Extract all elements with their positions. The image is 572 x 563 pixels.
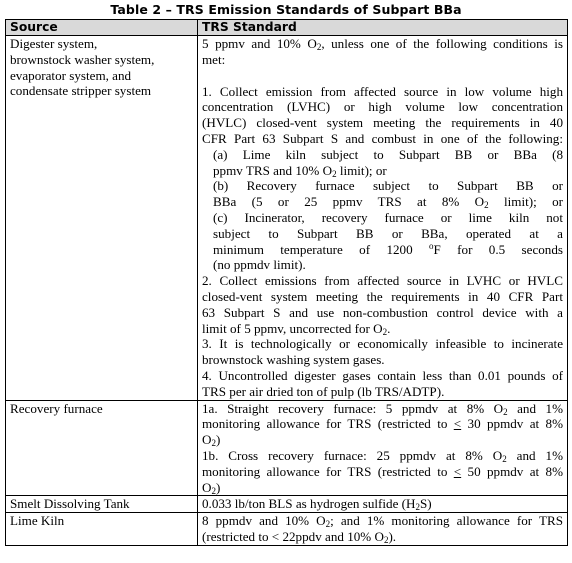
intro-line: 5 ppmv and 10% $O_2$, unless one of the following conditions is — [202, 36, 563, 52]
table-title: Table 2 – TRS Emission Standards of Subpart BBa — [110, 2, 462, 17]
source-cell-recovery-furnace: Recovery furnace — [6, 400, 198, 496]
source-cell-digester: Digester system, brownstock washer system, evaporator system, and condensate stripper system — [6, 36, 198, 401]
standard-1a: 1a. Straight recovery furnace: 5 ppmdv at 8% $O_2$ and 1% — [202, 400, 563, 417]
emission-standards-table — [5, 19, 568, 546]
table-row — [6, 400, 568, 496]
table-row — [6, 36, 568, 401]
standard-cell-smelt-tank: 0.033 lb/ton BLS as hydrogen sulfide $(H_2S)$ — [198, 496, 568, 513]
standard-cell-digester: 5 ppmv and 10% $O_2$, unless one of the following conditions is met: 1. Collect emission from affected source in low volume high concentration (LVHC) or high volume low concentration (HVLC) closed-vent system meeting the requirements in 40 CFR Part 63 Subpart S and combust in one of the following: (a) Lime kiln subject to Subpart BB or BBa (8 ppmv TRS and 10% $O_2$ limit); or (b) Recovery furnace subject to Subpart BB or BBa (5 or 25 ppmv TRS at 8% $O_2$ limit); or (c) Incinerator, recovery furnace or lime kiln not subject to Subpart BB or BBa, operated at a minimum temperature of 1200 $^o$F for 0.5 seconds (no ppmdv limit). 2. Collect emissions from affected source in LVHC or HVLC closed-vent system meeting the requirements in 40 CFR Part 63 Subpart S and use non-combustion control device with a limit of 5 ppmv, uncorrected for $O_2$. 3. It is technologically or economically infeasible to incinerate brownstock washing system gases. 4. Uncontrolled digester gases contain less than 0.01 pounds of TRS per air dried ton of pulp (lb TRS/ADTP). — [198, 36, 568, 401]
condition-3: 3. It is technologically or economically infeasible to incinerate — [202, 336, 563, 352]
table-row — [6, 513, 568, 546]
source-cell-smelt-tank: Smelt Dissolving Tank — [6, 496, 198, 513]
source-cell-lime-kiln: Lime Kiln — [6, 513, 198, 546]
table-row — [6, 496, 568, 513]
condition-1a: (a) Lime kiln subject to Subpart BB or BBa (8 ppmv TRS and 10% $O_2$ limit); or (b) Recovery furnace subject to Subpart BB or BBa (5 or 25 ppmv TRS at 8% $O_2$ limit); or (c) Incinerator, recovery furnace or lime kiln not subject to Subpart BB or BBa, operated at a minimum temperature of 1200 $^o$F for 0.5 seconds (no ppmdv limit). — [213, 146, 563, 273]
condition-1: 1. Collect emission from affected source in low volume high — [202, 83, 563, 99]
condition-1c: (c) Incinerator, recovery furnace or lime kiln not — [213, 209, 563, 225]
standard-header: TRS Standard — [198, 20, 568, 36]
condition-4: 4. Uncontrolled digester gases contain less than 0.01 pounds of — [202, 367, 563, 383]
header-row — [6, 20, 568, 36]
condition-2: 2. Collect emissions from affected source in LVHC or HVLC — [202, 273, 563, 289]
standard-cell-lime-kiln: 8 ppmdv and 10% $O_2$; and 1% monitoring allowance for TRS (restricted to < 22ppdv and 10% $O_2$). — [198, 513, 568, 546]
standard-cell-recovery-furnace: 1a. Straight recovery furnace: 5 ppmdv at 8% $O_2$ and 1% monitoring allowance for TRS (restricted to < 30 ppmdv at 8% $O_2$) 1b. Cross recovery furnace: 25 ppmdv at 8% $O_2$ and 1% monitoring allowance for TRS (restricted to < 50 ppmdv at 8% $O_2$) — [198, 400, 568, 496]
condition-1b: (b) Recovery furnace subject to Subpart BB or — [213, 178, 563, 194]
standard-1b: 1b. Cross recovery furnace: 25 ppmdv at 8% $O_2$ and 1% — [202, 447, 563, 464]
source-header: Source — [6, 20, 198, 36]
